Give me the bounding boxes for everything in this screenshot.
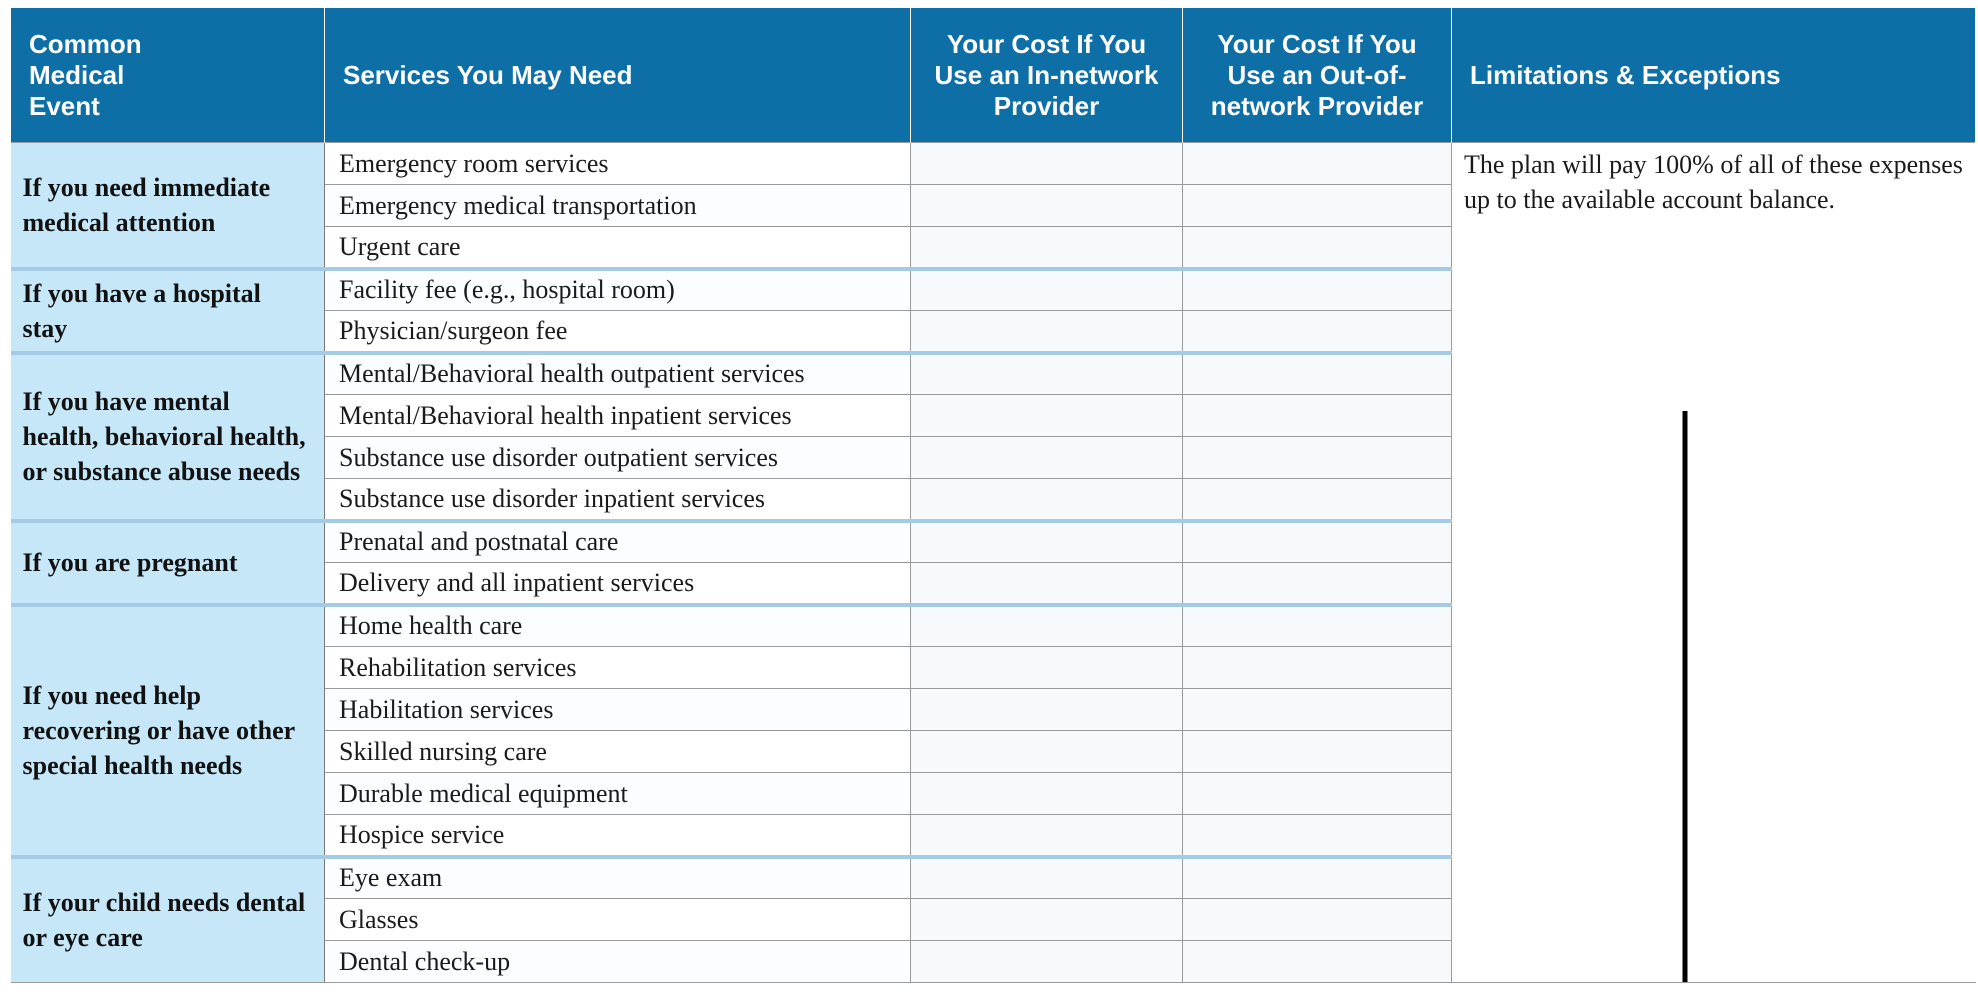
in-network-cost-cell	[911, 689, 1183, 731]
service-cell: Eye exam	[325, 857, 911, 899]
out-of-network-cost-cell	[1183, 311, 1452, 353]
medical-event-cell: If you are pregnant	[11, 521, 325, 605]
in-network-cost-cell	[911, 857, 1183, 899]
in-network-cost-cell	[911, 437, 1183, 479]
service-cell: Rehabilitation services	[325, 647, 911, 689]
service-cell: Urgent care	[325, 227, 911, 269]
out-of-network-cost-cell	[1183, 269, 1452, 311]
in-network-cost-cell	[911, 269, 1183, 311]
service-cell: Facility fee (e.g., hospital room)	[325, 269, 911, 311]
out-of-network-cost-cell	[1183, 563, 1452, 605]
header-common-medical-event: Common Medical Event	[11, 8, 325, 143]
in-network-cost-cell	[911, 227, 1183, 269]
service-cell: Substance use disorder outpatient services	[325, 437, 911, 479]
service-cell: Home health care	[325, 605, 911, 647]
service-cell: Prenatal and postnatal care	[325, 521, 911, 563]
in-network-cost-cell	[911, 353, 1183, 395]
in-network-cost-cell	[911, 899, 1183, 941]
in-network-cost-cell	[911, 647, 1183, 689]
down-arrow-icon	[1452, 143, 1976, 982]
service-cell: Glasses	[325, 899, 911, 941]
in-network-cost-cell	[911, 311, 1183, 353]
service-cell: Substance use disorder inpatient services	[325, 479, 911, 521]
out-of-network-cost-cell	[1183, 731, 1452, 773]
service-cell: Physician/surgeon fee	[325, 311, 911, 353]
service-cell: Emergency room services	[325, 143, 911, 185]
header-in-network-cost: Your Cost If You Use an In-network Provider	[911, 8, 1183, 143]
table-row	[11, 143, 1976, 185]
in-network-cost-cell	[911, 143, 1183, 185]
out-of-network-cost-cell	[1183, 857, 1452, 899]
in-network-cost-cell	[911, 773, 1183, 815]
out-of-network-cost-cell	[1183, 899, 1452, 941]
in-network-cost-cell	[911, 479, 1183, 521]
in-network-cost-cell	[911, 605, 1183, 647]
in-network-cost-cell	[911, 731, 1183, 773]
header-out-of-network-cost: Your Cost If You Use an Out-of-network Provider	[1183, 8, 1452, 143]
out-of-network-cost-cell	[1183, 185, 1452, 227]
table-body	[11, 143, 1976, 983]
service-cell: Delivery and all inpatient services	[325, 563, 911, 605]
service-cell: Emergency medical transportation	[325, 185, 911, 227]
out-of-network-cost-cell	[1183, 773, 1452, 815]
in-network-cost-cell	[911, 395, 1183, 437]
out-of-network-cost-cell	[1183, 143, 1452, 185]
service-cell: Dental check-up	[325, 941, 911, 983]
in-network-cost-cell	[911, 563, 1183, 605]
medical-event-cell: If you have a hospital stay	[11, 269, 325, 353]
header-services: Services You May Need	[325, 8, 911, 143]
service-cell: Mental/Behavioral health outpatient services	[325, 353, 911, 395]
out-of-network-cost-cell	[1183, 521, 1452, 563]
service-cell: Hospice service	[325, 815, 911, 857]
out-of-network-cost-cell	[1183, 353, 1452, 395]
service-cell: Mental/Behavioral health inpatient services	[325, 395, 911, 437]
medical-event-cell: If you need help recovering or have other special health needs	[11, 605, 325, 857]
in-network-cost-cell	[911, 185, 1183, 227]
header-limitations: Limitations & Exceptions	[1452, 8, 1976, 143]
out-of-network-cost-cell	[1183, 689, 1452, 731]
out-of-network-cost-cell	[1183, 605, 1452, 647]
medical-event-cell: If you need immediate medical attention	[11, 143, 325, 269]
out-of-network-cost-cell	[1183, 479, 1452, 521]
limitations-text: The plan will pay 100% of all of these expenses up to the available account balance.	[1464, 150, 1963, 214]
out-of-network-cost-cell	[1183, 395, 1452, 437]
in-network-cost-cell	[911, 941, 1183, 983]
medical-event-cell: If your child needs dental or eye care	[11, 857, 325, 983]
out-of-network-cost-cell	[1183, 941, 1452, 983]
out-of-network-cost-cell	[1183, 647, 1452, 689]
limitations-cell	[1452, 143, 1976, 983]
service-cell: Durable medical equipment	[325, 773, 911, 815]
service-cell: Skilled nursing care	[325, 731, 911, 773]
out-of-network-cost-cell	[1183, 437, 1452, 479]
out-of-network-cost-cell	[1183, 815, 1452, 857]
table-header-row	[11, 8, 1976, 143]
medical-event-cell: If you have mental health, behavioral health, or substance abuse needs	[11, 353, 325, 521]
in-network-cost-cell	[911, 815, 1183, 857]
in-network-cost-cell	[911, 521, 1183, 563]
coverage-table	[10, 8, 1976, 983]
service-cell: Habilitation services	[325, 689, 911, 731]
out-of-network-cost-cell	[1183, 227, 1452, 269]
